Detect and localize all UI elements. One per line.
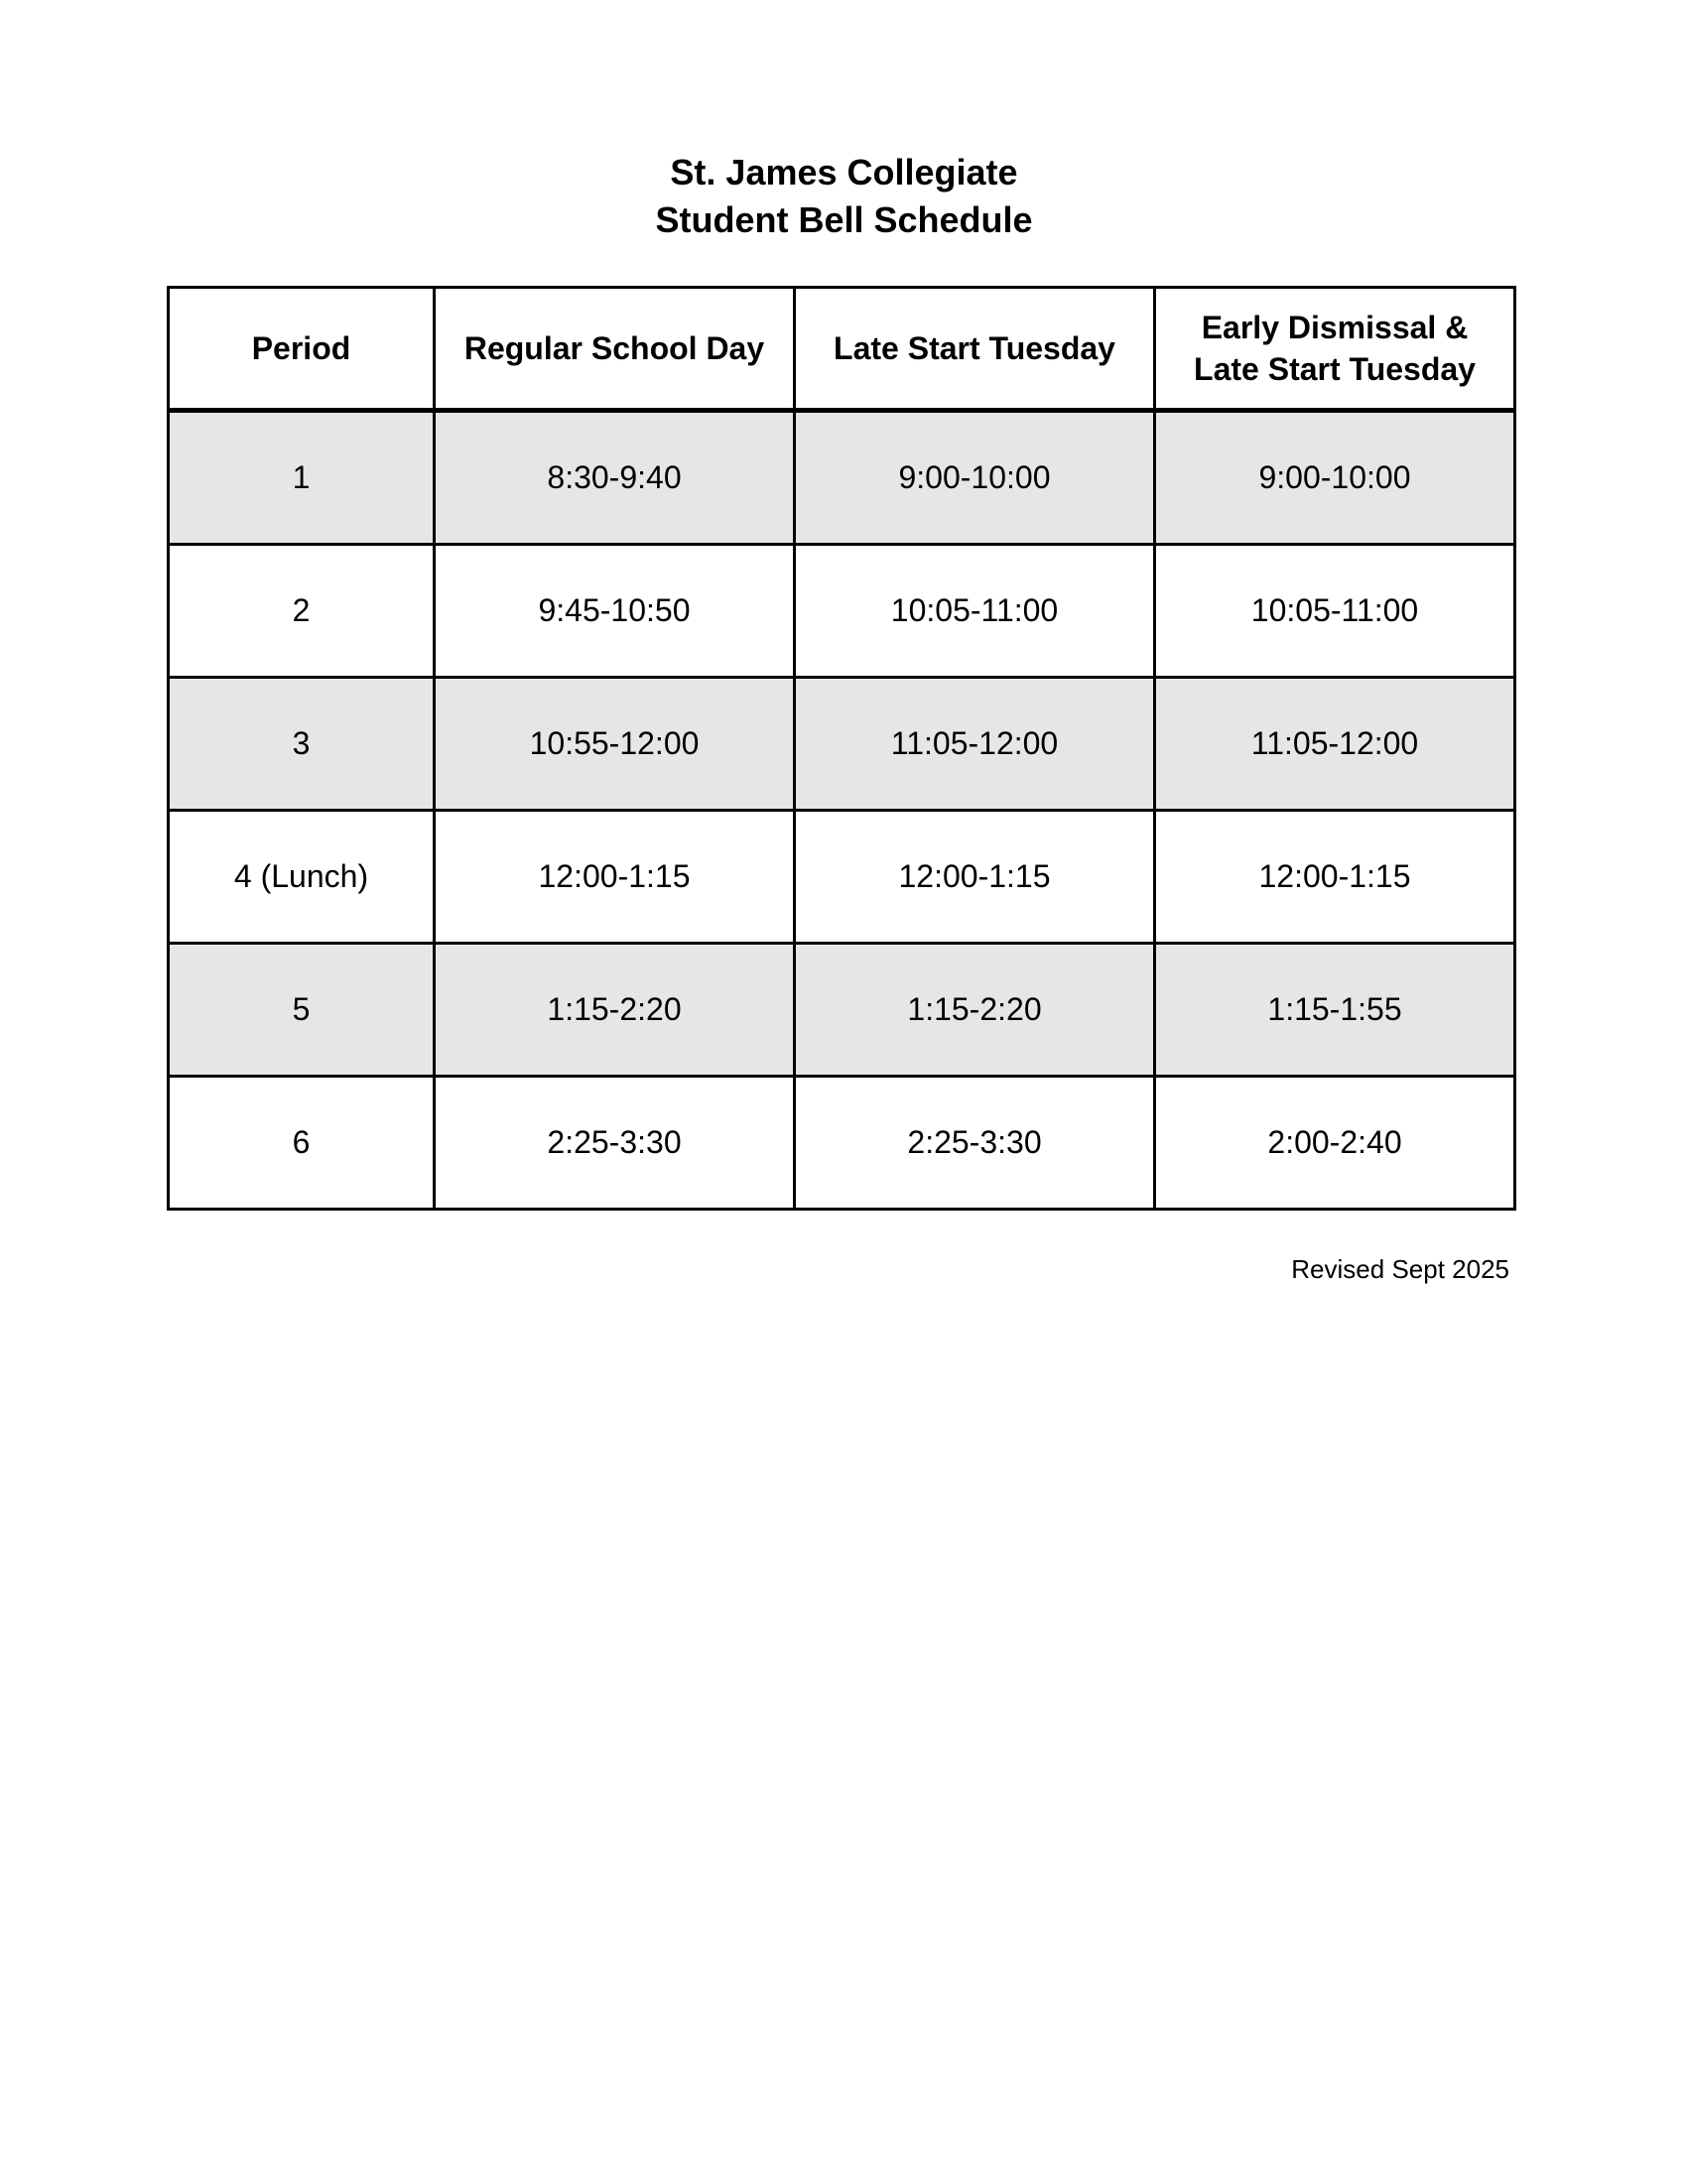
school-name: St. James Collegiate (670, 152, 1018, 193)
cell-early-late: 2:00-2:40 (1155, 1077, 1515, 1210)
cell-late-start: 11:05-12:00 (795, 678, 1155, 811)
cell-regular: 10:55-12:00 (435, 678, 795, 811)
cell-late-start: 12:00-1:15 (795, 811, 1155, 944)
header-period: Period (169, 288, 435, 411)
bell-schedule-table (167, 286, 1516, 1211)
cell-late-start: 2:25-3:30 (795, 1077, 1155, 1210)
cell-late-start: 10:05-11:00 (795, 545, 1155, 678)
cell-late-start: 9:00-10:00 (795, 411, 1155, 545)
cell-late-start: 1:15-2:20 (795, 944, 1155, 1077)
revision-note: Revised Sept 2025 (1291, 1254, 1509, 1284)
cell-period: 1 (169, 411, 435, 545)
cell-regular: 9:45-10:50 (435, 545, 795, 678)
document-title (0, 149, 1688, 244)
cell-early-late: 9:00-10:00 (1155, 411, 1515, 545)
table-row (169, 678, 1515, 811)
table-header-row (169, 288, 1515, 411)
cell-early-late: 12:00-1:15 (1155, 811, 1515, 944)
table-row (169, 545, 1515, 678)
cell-regular: 1:15-2:20 (435, 944, 795, 1077)
schedule-title: Student Bell Schedule (655, 199, 1033, 240)
header-early-dismissal-line2: Late Start Tuesday (1194, 351, 1476, 387)
table-row (169, 1077, 1515, 1210)
cell-regular: 2:25-3:30 (435, 1077, 795, 1210)
cell-period: 5 (169, 944, 435, 1077)
cell-early-late: 11:05-12:00 (1155, 678, 1515, 811)
header-early-dismissal-late-start (1155, 288, 1515, 411)
cell-period: 2 (169, 545, 435, 678)
table-row (169, 811, 1515, 944)
cell-period: 6 (169, 1077, 435, 1210)
cell-period: 4 (Lunch) (169, 811, 435, 944)
table-row (169, 944, 1515, 1077)
cell-regular: 12:00-1:15 (435, 811, 795, 944)
cell-early-late: 10:05-11:00 (1155, 545, 1515, 678)
header-regular-school-day: Regular School Day (435, 288, 795, 411)
cell-period: 3 (169, 678, 435, 811)
header-early-dismissal-line1: Early Dismissal & (1201, 310, 1469, 345)
header-late-start-tuesday: Late Start Tuesday (795, 288, 1155, 411)
table-row (169, 411, 1515, 545)
cell-regular: 8:30-9:40 (435, 411, 795, 545)
cell-early-late: 1:15-1:55 (1155, 944, 1515, 1077)
